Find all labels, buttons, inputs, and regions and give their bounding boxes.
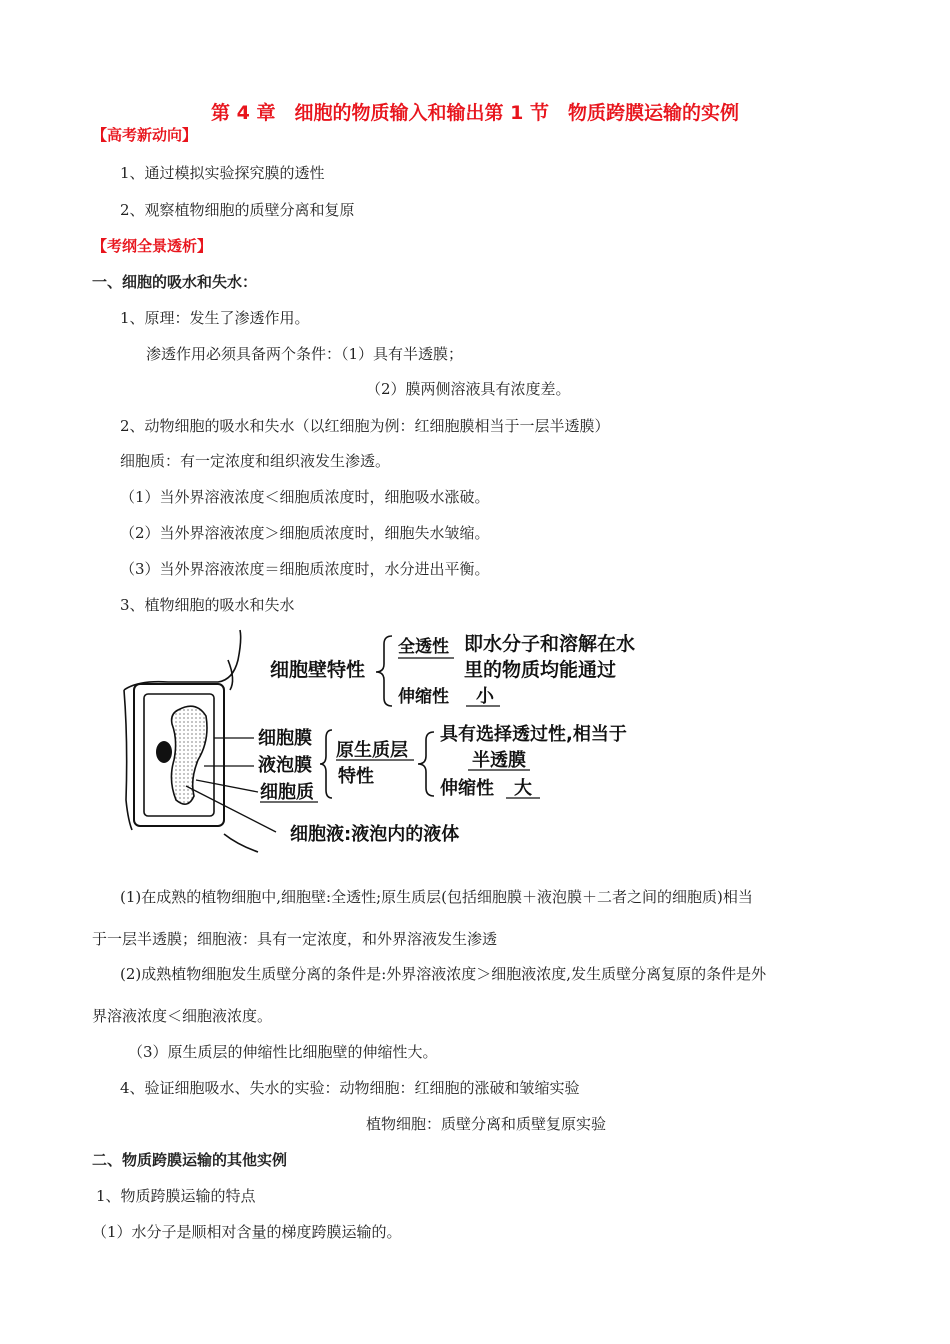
vacuole-shape	[171, 706, 207, 804]
part1-heading: 一、细胞的吸水和失水：	[92, 273, 258, 291]
paragraph: 1、物质跨膜运输的特点	[96, 1187, 256, 1205]
paragraph: 渗透作用必须具备两个条件：（1）具有半透膜；	[146, 345, 464, 363]
label-cytoplasm: 细胞质	[260, 782, 314, 803]
label-elasticity-2: 伸缩性	[440, 778, 494, 799]
paragraph: （1）水分子是顺相对含量的梯度跨膜运输的。	[92, 1223, 402, 1241]
paragraph: 2、动物细胞的吸水和失水（以红细胞为例：红细胞膜相当于一层半透膜）	[120, 417, 610, 435]
paragraph: 3、植物细胞的吸水和失水	[120, 596, 295, 614]
label-large: 大	[514, 778, 532, 799]
label-full-perm-desc-1: 即水分子和溶解在水	[464, 633, 636, 655]
brace	[376, 636, 392, 706]
paragraph: 1、原理：发生了渗透作用。	[120, 309, 310, 327]
label-cell-sap: 细胞液:液泡内的液体	[290, 824, 460, 845]
paragraph: 于一层半透膜；细胞液：具有一定浓度，和外界溶液发生渗透	[92, 930, 498, 948]
gaokao-item-1: 1、通过模拟实验探究膜的透性	[120, 164, 325, 182]
paragraph: (1)在成熟的植物细胞中,细胞壁:全透性;原生质层(包括细胞膜＋液泡膜＋二者之间的细胞质)相当	[120, 888, 753, 906]
paragraph: 植物细胞：质壁分离和质壁复原实验	[366, 1115, 607, 1133]
paragraph: 4、验证细胞吸水、失水的实验：动物细胞：红细胞的涨破和皱缩实验	[120, 1079, 580, 1097]
paragraph: （2）膜两侧溶液具有浓度差。	[366, 380, 571, 398]
label-props: 特性	[338, 766, 374, 787]
brace	[320, 730, 332, 798]
plant-cell-diagram	[118, 620, 678, 860]
part2-heading: 二、物质跨膜运输的其他实例	[92, 1151, 288, 1169]
paragraph: （3）原生质层的伸缩性比细胞壁的伸缩性大。	[128, 1043, 438, 1061]
paragraph: (2)成熟植物细胞发生质壁分离的条件是:外界溶液浓度＞细胞液浓度,发生质壁分离复原的条件是外	[120, 965, 767, 983]
label-wall-props: 细胞壁特性	[270, 659, 366, 681]
label-elasticity: 伸缩性	[398, 687, 449, 707]
paragraph: 界溶液浓度＜细胞液浓度。	[92, 1007, 273, 1025]
pointer-line	[196, 780, 258, 792]
neighbor-cell-outline	[124, 630, 241, 690]
page-title: 第 4 章 细胞的物质输入和输出第 1 节 物质跨膜运输的实例	[211, 102, 739, 124]
label-protoplast-layer: 原生质层	[336, 740, 408, 761]
label-small: 小	[476, 686, 494, 707]
nucleus-shape	[156, 741, 172, 763]
section-gaokao-heading: 【高考新动向】	[92, 126, 198, 144]
label-full-perm-desc-2: 里的物质均能通过	[464, 659, 617, 681]
neighbor-cell-outline	[124, 690, 132, 830]
label-selective-1: 具有选择透过性,相当于	[440, 724, 627, 745]
neighbor-cell-outline	[224, 834, 258, 852]
gaokao-item-2: 2、观察植物细胞的质壁分离和复原	[120, 201, 355, 219]
brace	[418, 732, 434, 796]
label-selective-2: 半透膜	[472, 750, 526, 771]
label-full-permeability: 全透性	[398, 637, 449, 657]
paragraph: （3）当外界溶液浓度＝细胞质浓度时，水分进出平衡。	[120, 560, 490, 578]
label-cell-membrane: 细胞膜	[258, 728, 312, 749]
paragraph: （2）当外界溶液浓度＞细胞质浓度时，细胞失水皱缩。	[120, 524, 490, 542]
paragraph: 细胞质：有一定浓度和组织液发生渗透。	[120, 452, 391, 470]
label-vacuole-membrane: 液泡膜	[258, 755, 312, 776]
section-kaogang-heading: 【考纲全景透析】	[92, 237, 213, 255]
paragraph: （1）当外界溶液浓度＜细胞质浓度时，细胞吸水涨破。	[120, 488, 490, 506]
